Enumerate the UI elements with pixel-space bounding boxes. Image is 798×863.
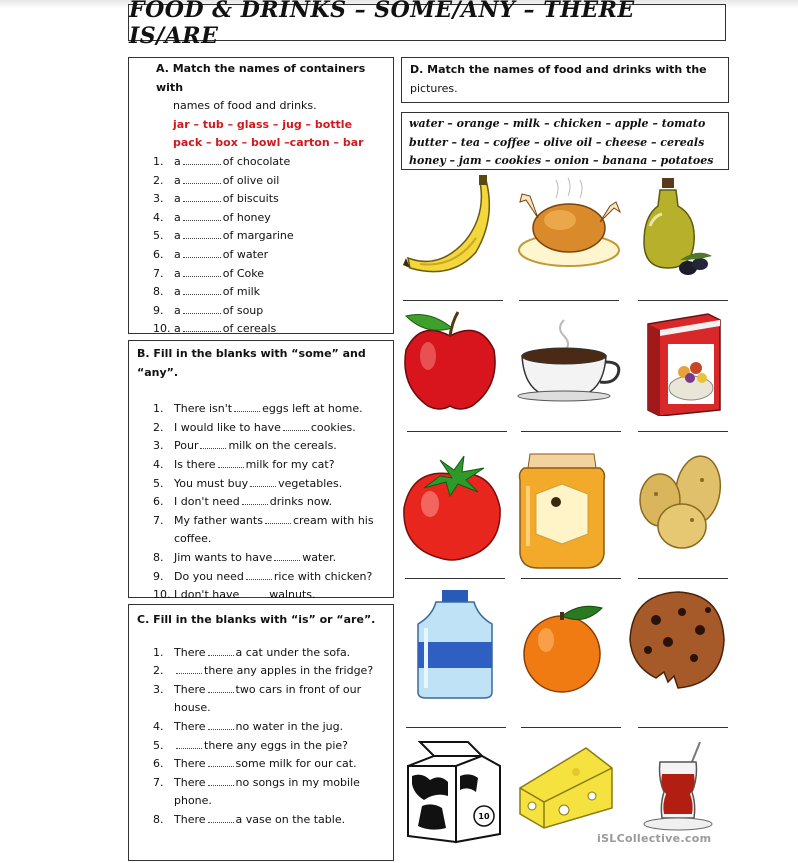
blank-field[interactable]: [183, 210, 221, 221]
item-text-before: a: [174, 192, 181, 206]
section-d-heading: D. Match the names of food and drinks with the: [410, 63, 707, 76]
item-text-after: eggs left at home.: [262, 402, 363, 416]
item-text-after: some milk for our cat.: [235, 757, 357, 771]
answer-line[interactable]: [638, 578, 728, 579]
exercise-item: [129, 737, 393, 756]
blank-field[interactable]: [283, 420, 309, 431]
olive-oil-picture: [640, 176, 714, 282]
honey-picture: [516, 450, 608, 572]
item-text-after: there any apples in the fridge?: [204, 664, 374, 678]
item-text-before: There: [174, 757, 206, 771]
section-a: [128, 57, 394, 334]
exercise-item: [129, 153, 393, 172]
blank-field[interactable]: [183, 266, 221, 277]
item-number: 2.: [153, 664, 164, 678]
exercise-item: [129, 172, 393, 191]
word-bank-line-3: honey – jam – cookies – onion – banana – potatoes: [409, 154, 714, 167]
item-text-before: Is there: [174, 457, 216, 471]
section-a-words-2: pack – box – bowl –carton – bar: [173, 136, 364, 150]
item-text-before: a: [174, 266, 181, 280]
blank-field[interactable]: [208, 756, 234, 767]
answer-line[interactable]: [519, 300, 619, 301]
answer-line[interactable]: [521, 727, 621, 728]
exercise-item: [129, 718, 393, 737]
watermark: iSLCollective.com: [597, 832, 712, 845]
blank-field[interactable]: [176, 663, 202, 674]
item-number: 9.: [153, 303, 164, 317]
item-text-after: vegetables.: [278, 476, 343, 490]
item-text-before: Pour: [174, 439, 199, 453]
blank-field[interactable]: [200, 438, 226, 449]
blank-field[interactable]: [234, 401, 260, 412]
blank-field[interactable]: [208, 682, 234, 693]
item-text-continued: house.: [174, 701, 211, 715]
item-text-before: I don't need: [174, 495, 240, 509]
item-text-after: of margarine: [222, 229, 294, 243]
milk-picture: [400, 736, 508, 846]
coffee-picture: [516, 316, 624, 402]
item-text-after: no songs in my mobile: [235, 775, 360, 789]
blank-field[interactable]: [208, 775, 234, 786]
orange-picture: [516, 600, 608, 696]
blank-field[interactable]: [241, 587, 267, 598]
item-number: 4.: [153, 210, 164, 224]
item-number: 8.: [153, 550, 164, 564]
cheese-picture: [516, 744, 616, 830]
answer-line[interactable]: [638, 727, 728, 728]
item-text-before: There: [174, 775, 206, 789]
item-number: 1.: [153, 402, 164, 416]
blank-field[interactable]: [218, 457, 244, 468]
item-number: 3.: [153, 682, 164, 696]
exercise-item: [129, 681, 393, 700]
exercise-item: [129, 644, 393, 663]
apple-picture: [400, 306, 500, 414]
item-text-after: of soup: [222, 303, 264, 317]
word-bank-line-1: water – orange – milk – chicken – apple – tomato: [409, 117, 706, 130]
item-number: 7.: [153, 266, 164, 280]
chicken-picture: [516, 178, 622, 270]
item-number: 10.: [153, 588, 171, 602]
item-number: 2.: [153, 173, 164, 187]
item-text-before: Jim wants to have: [174, 550, 273, 564]
blank-field[interactable]: [183, 303, 221, 314]
water-picture: [412, 588, 498, 700]
cookie-picture: [628, 590, 726, 692]
blank-field[interactable]: [183, 284, 221, 295]
item-number: 5.: [153, 229, 164, 243]
section-a-heading-2: names of food and drinks.: [173, 99, 317, 113]
item-number: 3.: [153, 192, 164, 206]
exercise-item: [129, 400, 393, 419]
answer-line[interactable]: [403, 300, 503, 301]
item-text-after: walnuts.: [269, 588, 316, 602]
answer-line[interactable]: [638, 431, 728, 432]
item-text-before: My father wants: [174, 513, 263, 527]
item-text-after: a vase on the table.: [235, 812, 346, 826]
blank-field[interactable]: [208, 812, 234, 823]
answer-line[interactable]: [521, 431, 621, 432]
item-text-after: two cars in front of our: [235, 682, 362, 696]
exercise-item: [129, 265, 393, 284]
item-text-after: of milk: [222, 285, 261, 299]
item-number: 8.: [153, 812, 164, 826]
answer-line[interactable]: [638, 300, 728, 301]
item-number: 7.: [153, 513, 164, 527]
item-number: 5.: [153, 738, 164, 752]
exercise-item: [129, 246, 393, 265]
exercise-item: [129, 493, 393, 512]
item-number: 6.: [153, 495, 164, 509]
blank-field[interactable]: [274, 550, 300, 561]
item-number: 5.: [153, 476, 164, 490]
item-text-after: cookies.: [310, 420, 356, 434]
item-text-after: of Coke: [222, 266, 265, 280]
blank-field[interactable]: [183, 154, 221, 165]
section-c-heading: C. Fill in the blanks with “is” or “are”.: [137, 613, 376, 626]
item-text-after: milk for my cat?: [245, 457, 335, 471]
exercise-item: [129, 283, 393, 302]
exercise-item: [129, 209, 393, 228]
cereals-picture: [640, 310, 724, 416]
item-text-continued: phone.: [174, 794, 212, 808]
item-text-before: I would like to have: [174, 420, 281, 434]
exercise-item: [129, 662, 393, 681]
item-text-before: a: [174, 285, 181, 299]
blank-field[interactable]: [183, 247, 221, 258]
item-number: 6.: [153, 247, 164, 261]
item-text-before: a: [174, 173, 181, 187]
item-number: 4.: [153, 457, 164, 471]
exercise-item: [129, 190, 393, 209]
section-b-heading: B. Fill in the blanks with “some” and “any”.: [137, 347, 366, 379]
carton-label: 10: [478, 812, 490, 821]
answer-line[interactable]: [405, 578, 505, 579]
item-text-after: a cat under the sofa.: [235, 645, 351, 659]
word-bank-line-2: butter – tea – coffee – olive oil – cheese – cereals: [409, 135, 705, 149]
item-text-after: of chocolate: [222, 154, 291, 168]
exercise-item: [129, 419, 393, 438]
item-text-after: no water in the jug.: [235, 719, 344, 733]
item-text-after: milk on the cereals.: [228, 439, 337, 453]
answer-line[interactable]: [407, 431, 507, 432]
item-text-after: of water: [222, 247, 269, 261]
item-text-after: drinks now.: [269, 495, 333, 509]
item-number: 3.: [153, 439, 164, 453]
exercise-item: [129, 302, 393, 321]
blank-field[interactable]: [265, 513, 291, 524]
exercise-item: [129, 437, 393, 456]
item-text-before: There: [174, 812, 206, 826]
item-text-after: water.: [302, 550, 337, 564]
item-text-before: There isn't: [174, 402, 233, 416]
item-text-after: there any eggs in the pie?: [204, 738, 348, 752]
section-b: [128, 340, 394, 602]
item-text-before: a: [174, 322, 181, 336]
item-number: 2.: [153, 420, 164, 434]
blank-field[interactable]: [246, 569, 272, 580]
answer-line[interactable]: [406, 727, 506, 728]
item-number: 9.: [153, 569, 164, 583]
exercise-item: [129, 456, 393, 475]
blank-field[interactable]: [242, 494, 268, 505]
section-a-words-1: jar – tub – glass – jug – bottle: [173, 117, 353, 131]
item-text-before: There: [174, 719, 206, 733]
item-text-after: rice with chicken?: [273, 569, 373, 583]
potatoes-picture: [636, 450, 726, 554]
item-text-before: I don't have: [174, 588, 240, 602]
answer-line[interactable]: [521, 578, 621, 579]
blank-field[interactable]: [176, 738, 202, 749]
blank-field[interactable]: [183, 321, 221, 332]
item-text-before: Do you need: [174, 569, 244, 583]
blank-field[interactable]: [183, 173, 221, 184]
item-text-before: a: [174, 154, 181, 168]
section-d-heading-2: pictures.: [410, 81, 458, 95]
exercise-item: [129, 774, 393, 793]
item-text-after: of biscuits: [222, 192, 279, 206]
item-text-after: cream with his: [292, 513, 374, 527]
exercise-item: [129, 549, 393, 568]
item-text-before: There: [174, 645, 206, 659]
exercise-item: [129, 755, 393, 774]
exercise-item: [129, 811, 393, 830]
tea-picture: [640, 738, 720, 834]
item-text-before: You must buy: [174, 476, 249, 490]
blank-field[interactable]: [208, 719, 234, 730]
item-text-before: a: [174, 210, 181, 224]
section-c: [128, 604, 394, 861]
item-number: 8.: [153, 285, 164, 299]
item-number: 6.: [153, 757, 164, 771]
item-number: 1.: [153, 645, 164, 659]
blank-field[interactable]: [183, 228, 221, 239]
item-number: 1.: [153, 154, 164, 168]
blank-field[interactable]: [208, 645, 234, 656]
exercise-item: [129, 568, 393, 587]
exercise-item: [129, 512, 393, 531]
tomato-picture: [400, 454, 504, 564]
item-text-after: of honey: [222, 210, 271, 224]
blank-field[interactable]: [250, 476, 276, 487]
exercise-item: [129, 586, 393, 605]
item-text-before: a: [174, 303, 181, 317]
item-text-before: a: [174, 247, 181, 261]
item-number: 10.: [153, 322, 171, 336]
section-d: [401, 57, 729, 103]
item-text-before: There: [174, 682, 206, 696]
item-text-continued: coffee.: [174, 532, 212, 546]
banana-picture: [400, 172, 500, 290]
exercise-item: [129, 320, 393, 339]
item-text-before: a: [174, 229, 181, 243]
exercise-item: [129, 475, 393, 494]
section-a-heading: A. Match the names of containers with: [156, 62, 366, 94]
item-text-after: of cereals: [222, 322, 277, 336]
section-d-word-bank: [401, 112, 729, 170]
blank-field[interactable]: [183, 191, 221, 202]
exercise-item: [129, 227, 393, 246]
item-number: 4.: [153, 719, 164, 733]
worksheet-title: FOOD & DRINKS – SOME/ANY – THERE IS/ARE: [128, 4, 726, 41]
item-text-after: of olive oil: [222, 173, 280, 187]
item-number: 7.: [153, 775, 164, 789]
